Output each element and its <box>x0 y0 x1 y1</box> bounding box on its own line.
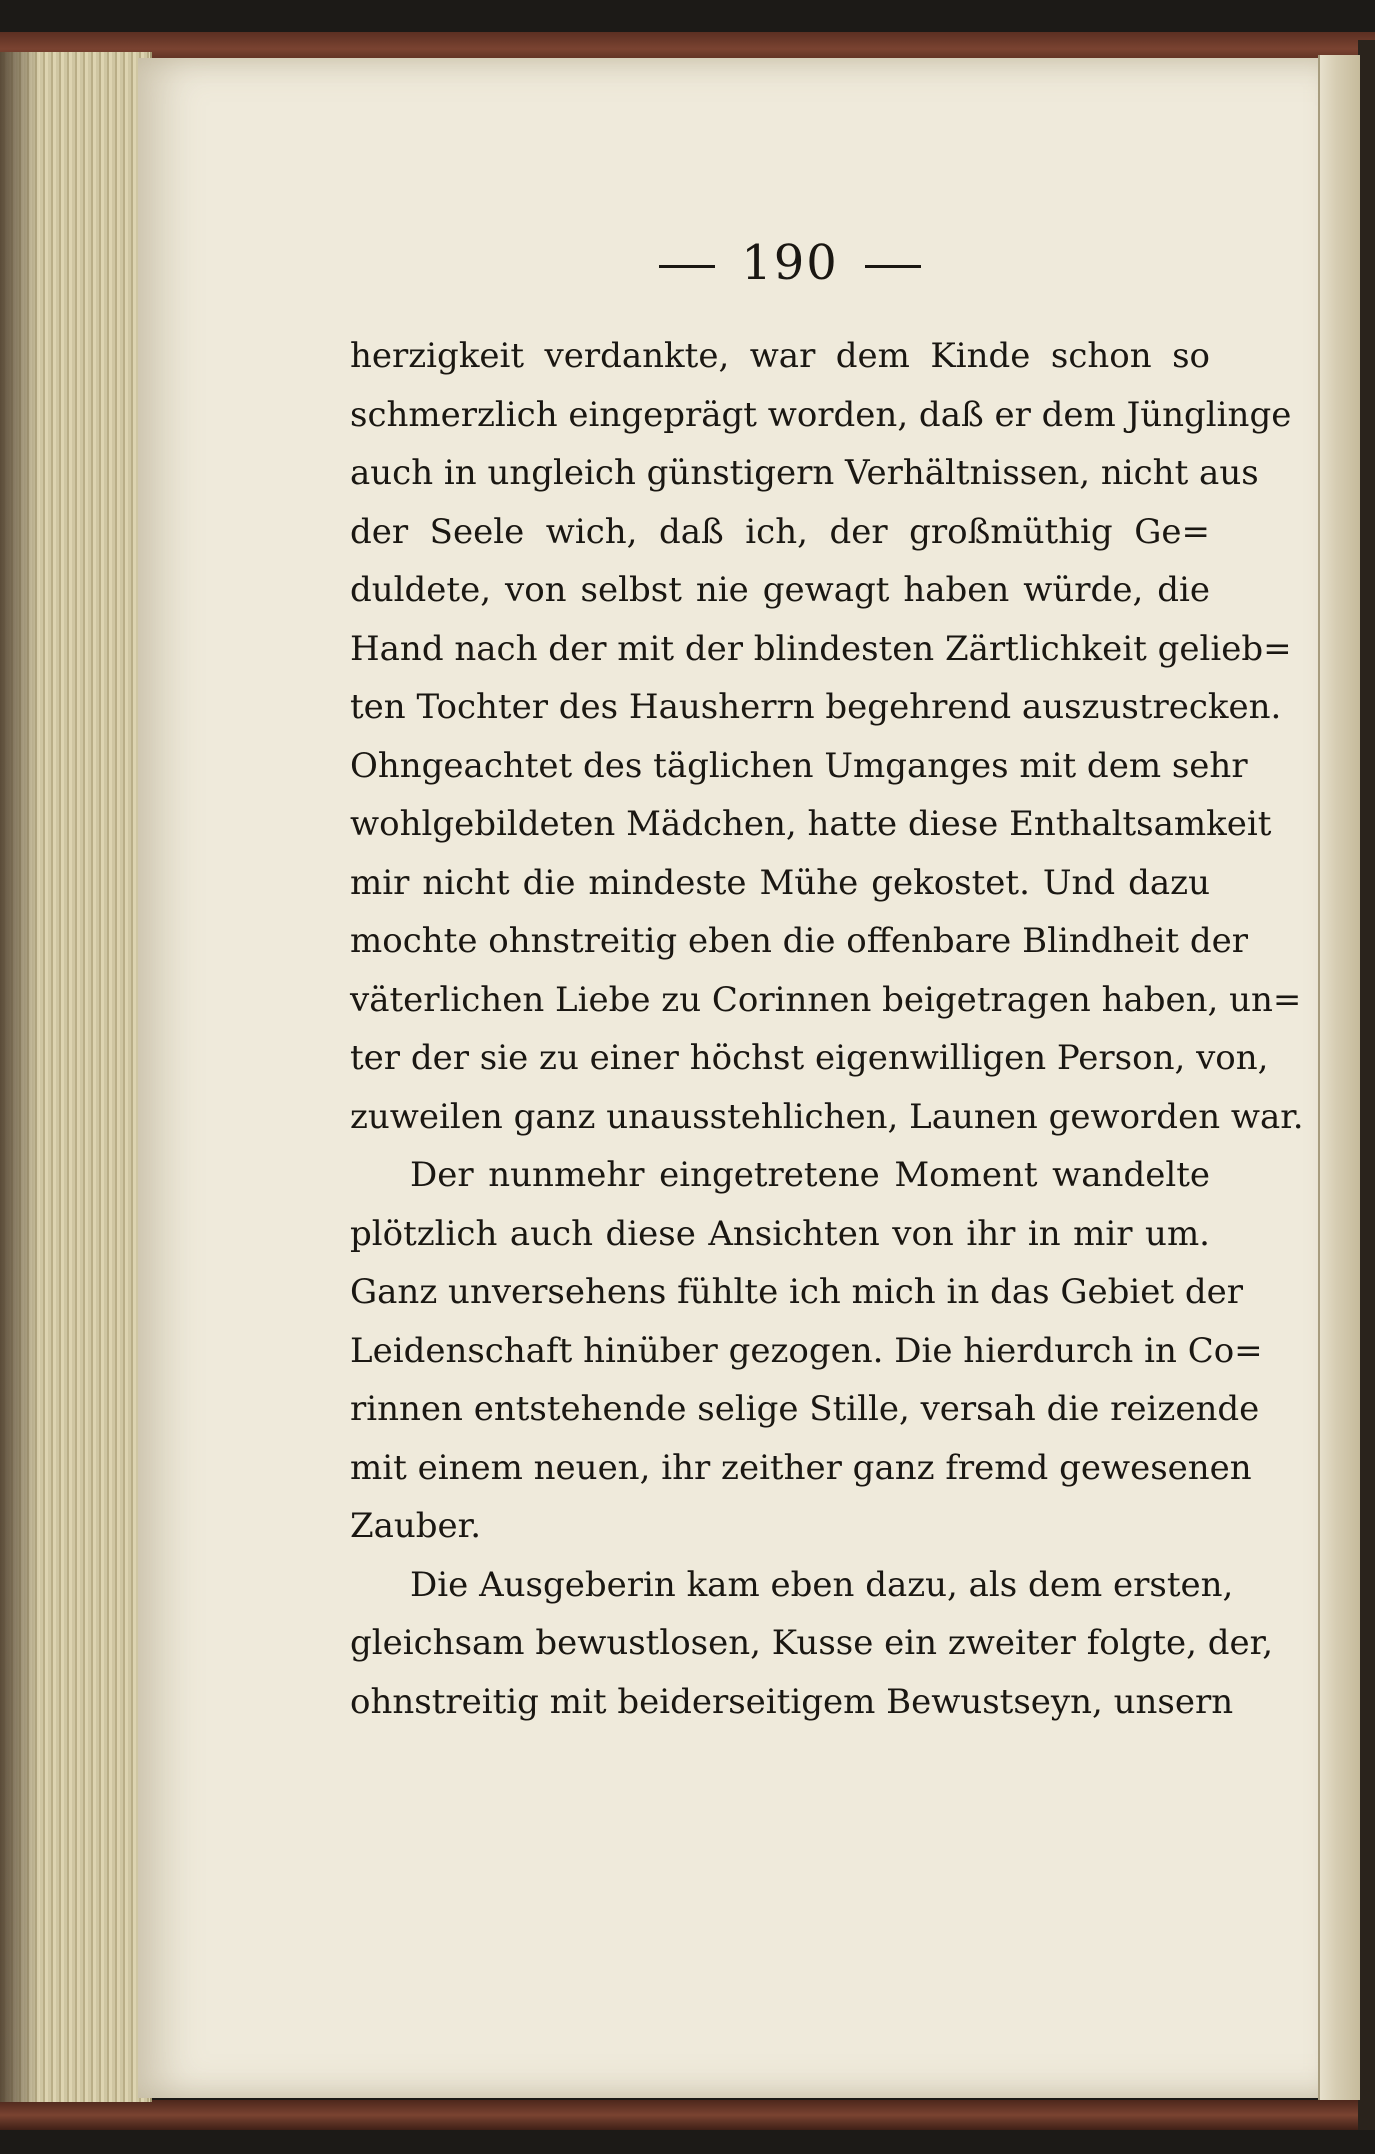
page-number: 190 <box>741 235 839 291</box>
text-line: ohnstreitig mit beiderseitigem Bewustseyn, unsern <box>350 1681 1234 1722</box>
text-line: plötzlich auch diese Ansichten von ihr in mir um. <box>350 1213 1210 1254</box>
book-spine-shadow <box>1358 40 1375 2130</box>
text-line: zuweilen ganz unausstehlichen, Launen geworden war. <box>350 1096 1304 1137</box>
text-line: herzigkeit verdankte, war dem Kinde schon so <box>350 336 1210 376</box>
book-board-bottom <box>0 2100 1375 2130</box>
text-line: Hand nach der mit der blindesten Zärtlichkeit gelieb= <box>350 628 1292 669</box>
body-text <box>350 327 1304 1731</box>
text-line: Die Ausgeberin kam eben dazu, als dem ersten, <box>410 1564 1234 1605</box>
text-line: Zauber. <box>350 1506 482 1546</box>
text-line: auch in ungleich günstigern Verhältnissen, nicht aus <box>350 453 1259 493</box>
text-line: väterlichen Liebe zu Corinnen beigetragen haben, un= <box>350 979 1302 1020</box>
text-line: der Seele wich, daß ich, der großmüthig Ge= <box>350 511 1210 552</box>
text-line: mir nicht die mindeste Mühe gekostet. Und dazu <box>350 862 1210 903</box>
text-line: duldete, von selbst nie gewagt haben würde, die <box>350 570 1210 610</box>
text-line: schmerzlich eingeprägt worden, daß er dem Jünglinge <box>350 394 1292 435</box>
text-line: Der nunmehr eingetretene Moment wandelte <box>410 1155 1210 1195</box>
text-line: mit einem neuen, ihr zeither ganz fremd gewesenen <box>350 1447 1252 1488</box>
facing-page-edge <box>1318 55 1360 2100</box>
text-line: ter der sie zu einer höchst eigenwilligen Person, von, <box>350 1038 1269 1078</box>
text-line: rinnen entstehende selige Stille, versah die reizende <box>350 1389 1260 1429</box>
text-line: Ohngeachtet des täglichen Umganges mit dem sehr <box>350 745 1248 786</box>
text-line: Ganz unversehens fühlte ich mich in das Gebiet der <box>350 1272 1244 1312</box>
page-header <box>630 235 950 291</box>
text-line: wohlgebildeten Mädchen, hatte diese Enthaltsamkeit <box>350 804 1272 844</box>
text-line: gleichsam bewustlosen, Kusse ein zweiter folgte, der, <box>350 1623 1273 1663</box>
header-dash-left <box>659 265 715 268</box>
text-line: ten Tochter des Hausherrn begehrend auszustrecken. <box>350 687 1282 727</box>
page-stack-shadow <box>0 52 40 2102</box>
header-dash-right <box>865 265 921 268</box>
text-line: mochte ohnstreitig eben die offenbare Blindheit der <box>350 921 1249 961</box>
text-line: Leidenschaft hinüber gezogen. Die hierdurch in Co= <box>350 1330 1263 1371</box>
